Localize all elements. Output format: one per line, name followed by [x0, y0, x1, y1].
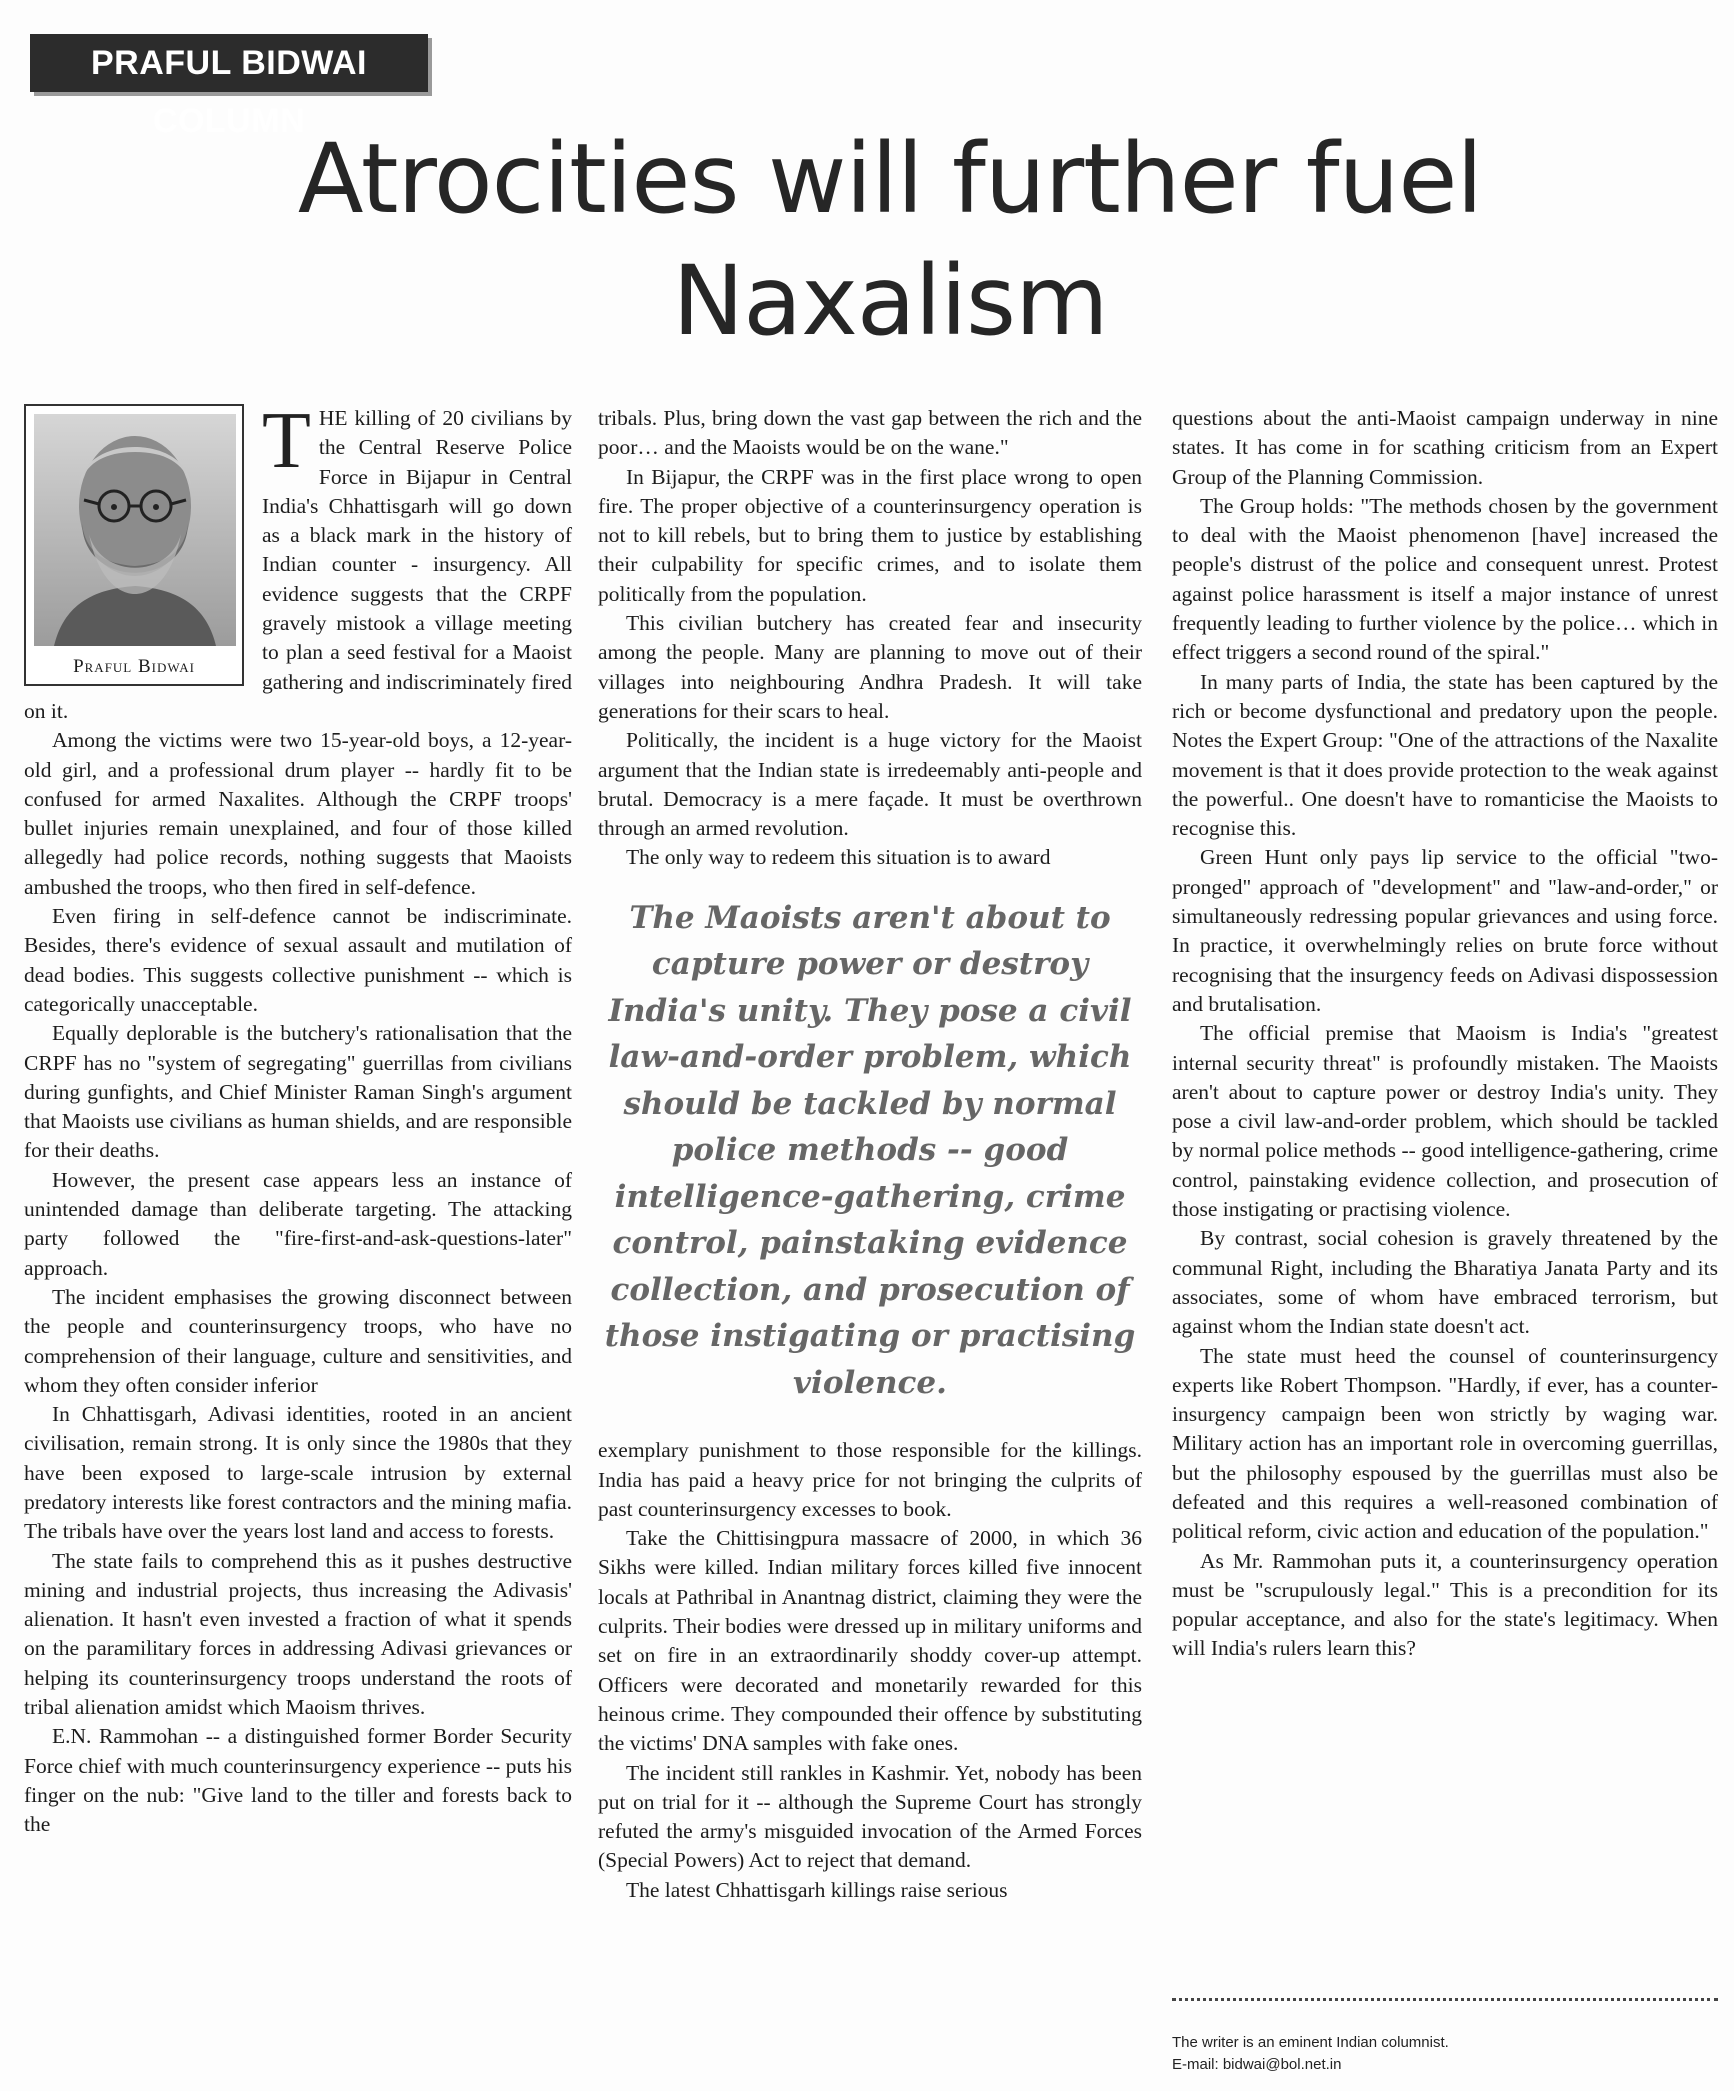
paragraph: The only way to redeem this situation is to award [626, 845, 1051, 870]
paragraph: Even firing in self-defence cannot be indiscriminate. Besides, there's evidence of sexual assault and mutilation of dead bodies. This suggests collective punishment -- which is categorically unacceptable. [24, 904, 572, 1016]
paragraph: In Bijapur, the CRPF was in the first place wrong to open fire. The proper objective of a counterinsurgency operation is not to kill rebels, but to bring them to justice by establishing their culpability for specific crimes, and to isolate them politically from the population. [598, 464, 1142, 606]
paragraph: tribals. Plus, bring down the vast gap between the rich and the poor… and the Maoists would be on the wane." [598, 406, 1142, 460]
paragraph: Politically, the incident is a huge victory for the Maoist argument that the Indian state is irredeemably anti-people and brutal. Democracy is a mere façade. It must be overthrown through an armed revolution. [598, 728, 1142, 841]
headline: Atrocities will further fuel Naxalism [297, 123, 1483, 357]
article-column-1 [24, 397, 572, 1840]
paragraph: The state fails to comprehend this as it pushes destructive mining and industrial projects, thus increasing the Adivasis' alienation. It hasn't even invested a fraction of what it spends on the paramilitary forces in addressing Adivasi grievances or helping its counterinsurgency troops understand the roots of tribal alienation amidst which Maoism thrives. [24, 1548, 572, 1720]
pull-quote: The Maoists aren't about to capture power or destroy India's unity. They pose a civil law-and-order problem, which should be tackled by normal police methods -- good intelligence-gathering, crime control, painstaking evidence collection, and prosecution of those instigating or practising violence. [604, 899, 1136, 1401]
author-email: E-mail: bidwai@bol.net.in [1172, 2056, 1342, 2073]
paragraph: questions about the anti-Maoist campaign underway in nine states. It has come in for scathing criticism from an Expert Group of the Planning Commission. [1172, 406, 1718, 489]
footer-divider [1172, 1998, 1718, 2001]
paragraph: The state must heed the counsel of counterinsurgency experts like Robert Thompson. "Hardly, if ever, has a counter-insurgency campaign been won strictly by waging war. Military action has an important role in overcoming guerrillas, but the philosophy espoused by the guerrillas must also be defeated and this requires a well-reasoned combination of political reform, civic action and education of the population." [1172, 1343, 1718, 1544]
paragraph: The official premise that Maoism is India's "greatest internal security threat" is profoundly mistaken. The Maoists aren't about to capture power or destroy India's unity. They pose a civil law-and-order problem, which should be tackled by normal police methods -- good intelligence-gathering, crime control, painstaking evidence collection, and prosecution of those instigating or practising violence. [1172, 1021, 1718, 1222]
author-note [1172, 2032, 1718, 2076]
paragraph: Take the Chittisingpura massacre of 2000, in which 36 Sikhs were killed. Indian military forces killed five innocent locals at Pathribal in Anantnag district, claiming they were the culprits. Their bodies were dressed up in military uniforms and set on fire in an extraordinarily shoddy cover-up attempt. Officers were decorated and monetarily rewarded for this heinous crime. They compounded their offence by substituting the victims' DNA samples with fake ones. [598, 1526, 1142, 1756]
paragraph: However, the present case appears less an instance of unintended damage than deliberate targeting. The attacking party followed the "fire-first-and-ask-questions-later" approach. [24, 1167, 572, 1280]
article-column-2 [598, 404, 1142, 1905]
paragraph: Green Hunt only pays lip service to the official "two-pronged" approach of "development" and "law-and-order," or simultaneously redressing popular grievances and using force. In practice, it overwhelmingly relies on brute force without recognising that the insurgency feeds on Adivasi dispossession and brutalisation. [1172, 845, 1718, 1016]
paragraph: This civilian butchery has created fear and insecurity among the people. Many are planning to move out of their villages into neighbouring Andhra Pradesh. It will take generations for their scars to heal. [598, 611, 1142, 723]
article-column-3 [1172, 404, 1718, 1664]
paragraph: Among the victims were two 15-year-old boys, a 12-year-old girl, and a professional drum player -- hardly fit to be confused for armed Naxalites. Although the CRPF troops' bullet injuries remain unexplained, and four of those killed allegedly had police records, nothing suggests that Maoists ambushed the troops, who then fired in self-defence. [24, 728, 572, 899]
paragraph: In Chhattisgarh, Adivasi identities, rooted in an ancient civilisation, remain strong. It is only since the 1980s that they have been exposed to large-scale intrusion by external predatory interests like forest contractors and the mining mafia. The tribals have over the years lost land and access to forests. [24, 1402, 572, 1544]
author-note-line: The writer is an eminent Indian columnist. [1172, 2034, 1449, 2051]
paragraph: Equally deplorable is the butchery's rationalisation that the CRPF has no "system of segregating" guerrillas from civilians during gunfights, and Chief Minister Raman Singh's argument that Maoists use civilians as human shields, and are responsible for their deaths. [24, 1021, 572, 1163]
photo-caption: Praful Bidwai [73, 656, 195, 677]
paragraph: The incident still rankles in Kashmir. Yet, nobody has been put on trial for it -- although the Supreme Court has strongly refuted the army's misguided invocation of the Armed Forces (Special Powers) Act to reject that demand. [598, 1760, 1142, 1873]
paragraph: The latest Chhattisgarh killings raise serious [626, 1877, 1008, 1902]
paragraph: By contrast, social cohesion is gravely threatened by the communal Right, including the Bharatiya Janata Party and its associates, some of whom have embraced terrorism, but against whom the Indian state doesn't act. [1172, 1226, 1718, 1339]
lead-text: HE killing of 20 civilians by the Central Reserve Police Force in Bijapur in Central India's Chhattisgarh will go down as a black mark in the history of Indian counter - insurgency. All evidence suggests that the CRPF gravely mistook a village meeting to plan a seed festival for a Maoist gathering and indiscriminately fired on it. [24, 406, 572, 723]
column-tag [30, 34, 428, 140]
paragraph: As Mr. Rammohan puts it, a counterinsurgency operation must be "scrupulously legal." This is a precondition for its popular acceptance, and also for the state's legitimacy. When will India's rulers learn this? [1172, 1548, 1718, 1661]
paragraph: The Group holds: "The methods chosen by the government to deal with the Maoist phenomenon [have] increased the people's distrust of the police and consequent unrest. Protest against police harassment is itself a major instance of unrest frequently leading to further violence by the police… which in effect triggers a second round of the spiral." [1172, 493, 1718, 665]
column-tag-label: PRAFUL BIDWAI COLUMN [91, 44, 367, 140]
paragraph: E.N. Rammohan -- a distinguished former Border Security Force chief with much counterinsurgency experience -- puts his finger on the nub: "Give land to the tiller and forests back to the [24, 1724, 572, 1837]
drop-cap: T [262, 397, 311, 485]
paragraph: exemplary punishment to those responsible for the killings. India has paid a heavy price for not bringing the culprits of past counterinsurgency excesses to book. [598, 1438, 1142, 1521]
paragraph: In many parts of India, the state has been captured by the rich or become dysfunctional and predatory upon the people. Notes the Expert Group: "One of the attractions of the Naxalite movement is that it does provide protection to the weak against the powerful.. One doesn't have to romanticise the Maoists to recognise this. [1172, 669, 1718, 841]
paragraph: The incident emphasises the growing disconnect between the people and counterinsurgency troops, who have no comprehension of their language, culture and sensitivities, and whom they often consider inferior [24, 1284, 572, 1397]
